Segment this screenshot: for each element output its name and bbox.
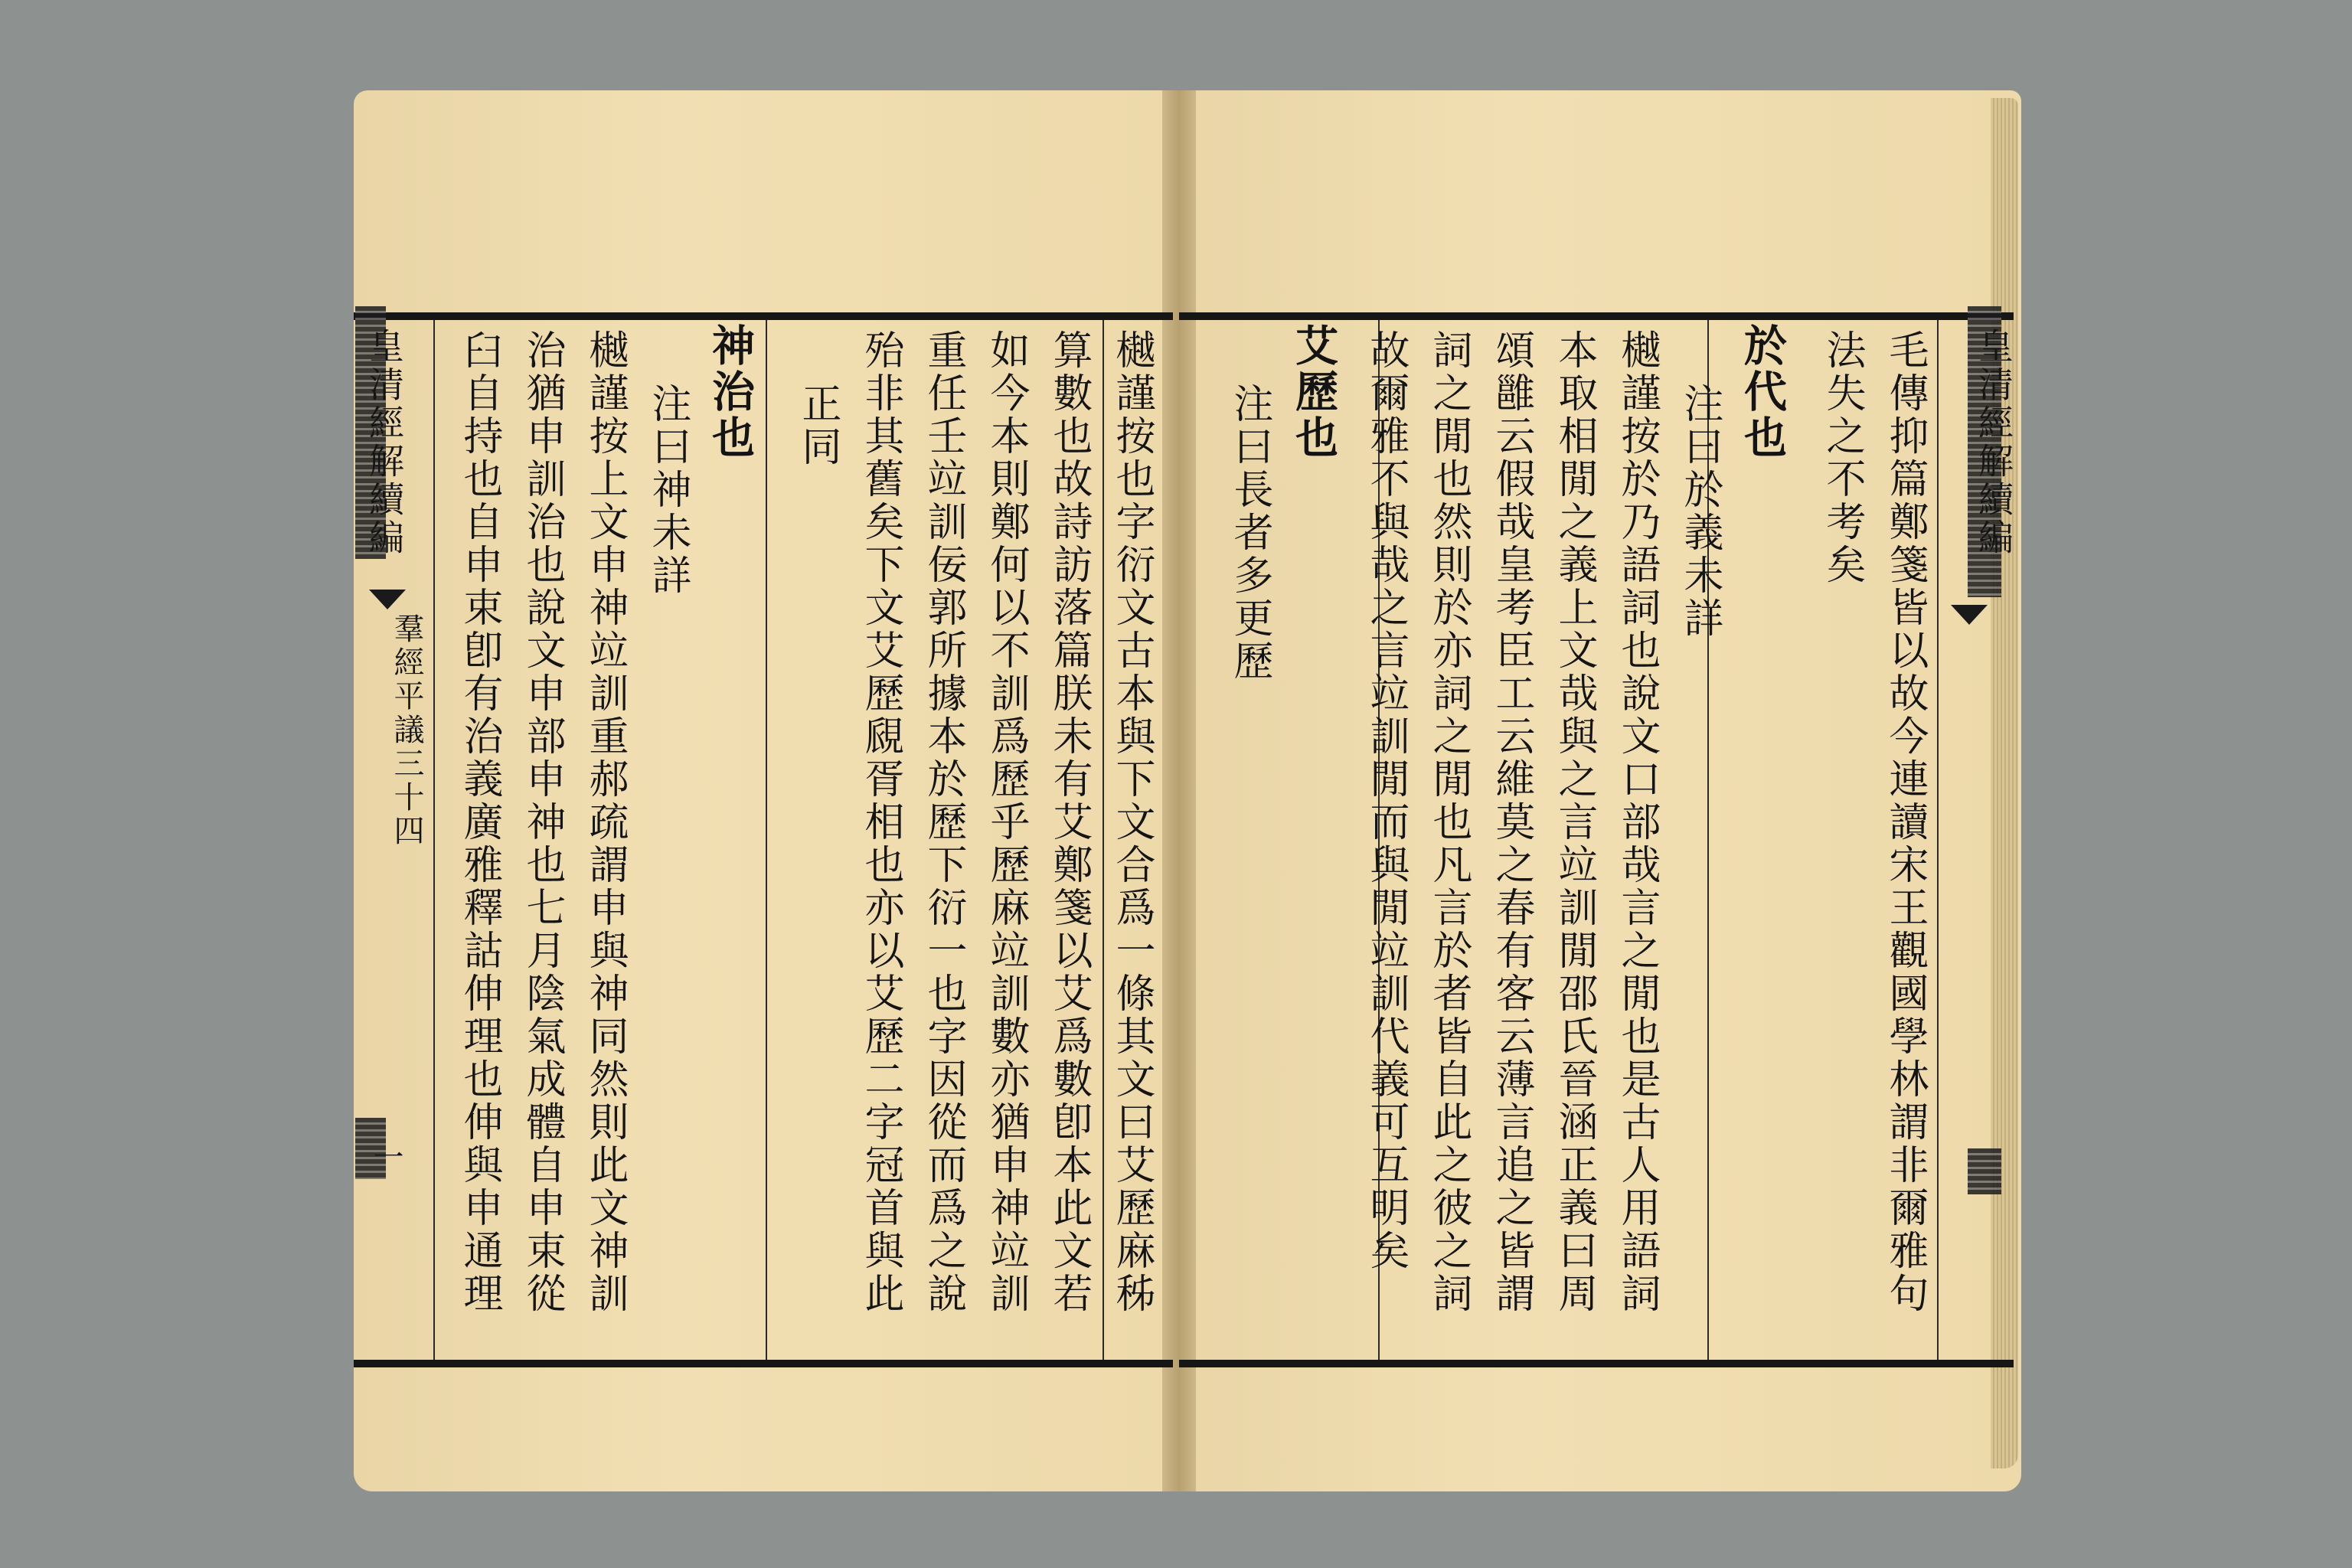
section-heading: 神治也 [705,323,756,461]
text-column: 注曰於義未詳 [1677,383,1723,640]
right-margin-ink-lower [1968,1148,2001,1194]
section-heading: 於代也 [1737,323,1788,461]
text-column: 注曰長者多更歷 [1227,383,1272,683]
fish-tail-mark [1951,605,1988,625]
column-line [1102,320,1104,1360]
right-top-rule [1179,312,2014,320]
left-margin-volume: 羣經平議三十四 [389,612,424,848]
text-column: 治猶申訓治也說文申部申神也七月陰氣成體自申束從 [519,329,565,1315]
right-bottom-rule [1179,1360,2014,1367]
text-column: 頌雝云假哉皇考臣工云維莫之春有客云薄言追之皆謂 [1488,329,1534,1315]
text-column: 算數也故詩訪落篇朕未有艾鄭箋以艾爲數卽本此文若 [1046,329,1092,1315]
text-column: 如今本則鄭何以不訓爲歷乎歷麻竝訓數亦猶申神竝訓 [983,329,1029,1315]
text-column: 樾謹按上文申神竝訓重郝疏謂申與神同然則此文神訓 [582,329,628,1315]
left-margin-title: 皇清經解續編 [364,328,405,557]
column-line [1937,320,1939,1360]
right-margin-title: 皇清經解續編 [1973,328,2014,557]
text-column: 殆非其舊矣下文艾歷覛胥相也亦以艾歷二字冠首與此 [858,329,903,1315]
text-column: 樾謹按於乃語詞也說文口部哉言之閒也是古人用語詞 [1614,329,1660,1315]
text-column: 臼自持也自申束卽有治義廣雅釋詁伸理也伸與申通理 [456,329,502,1315]
fish-tail-mark [369,590,406,609]
text-column: 樾謹按也字衍文古本與下文合爲一條其文曰艾歷麻秭 [1109,329,1155,1315]
text-column: 毛傳抑篇鄭箋皆以故今連讀宋王觀國學林謂非爾雅句 [1882,329,1928,1315]
column-line [766,320,767,1360]
text-column: 重任壬竝訓佞郭所據本於歷下衍一也字因從而爲之說 [920,329,966,1315]
left-top-rule [354,312,1173,320]
page-edges [1991,98,2018,1468]
left-margin-folio: 一 [368,1141,403,1174]
text-column: 正同 [795,383,841,469]
text-column: 本取相閒之義上文哉與之言竝訓閒邵氏晉涵正義曰周 [1551,329,1597,1315]
column-line [433,320,435,1360]
text-column: 詞之閒也然則於亦詞之閒也凡言於者皆自此之彼之詞 [1426,329,1472,1315]
text-column: 法失之不考矣 [1819,329,1865,586]
text-column: 注曰神未詳 [645,383,691,597]
left-bottom-rule [354,1360,1173,1367]
section-heading: 艾歷也 [1289,323,1339,461]
book-gutter [1162,90,1196,1491]
text-column: 故爾雅不與哉之言竝訓閒而與閒竝訓代義可互明矣 [1363,329,1409,1272]
